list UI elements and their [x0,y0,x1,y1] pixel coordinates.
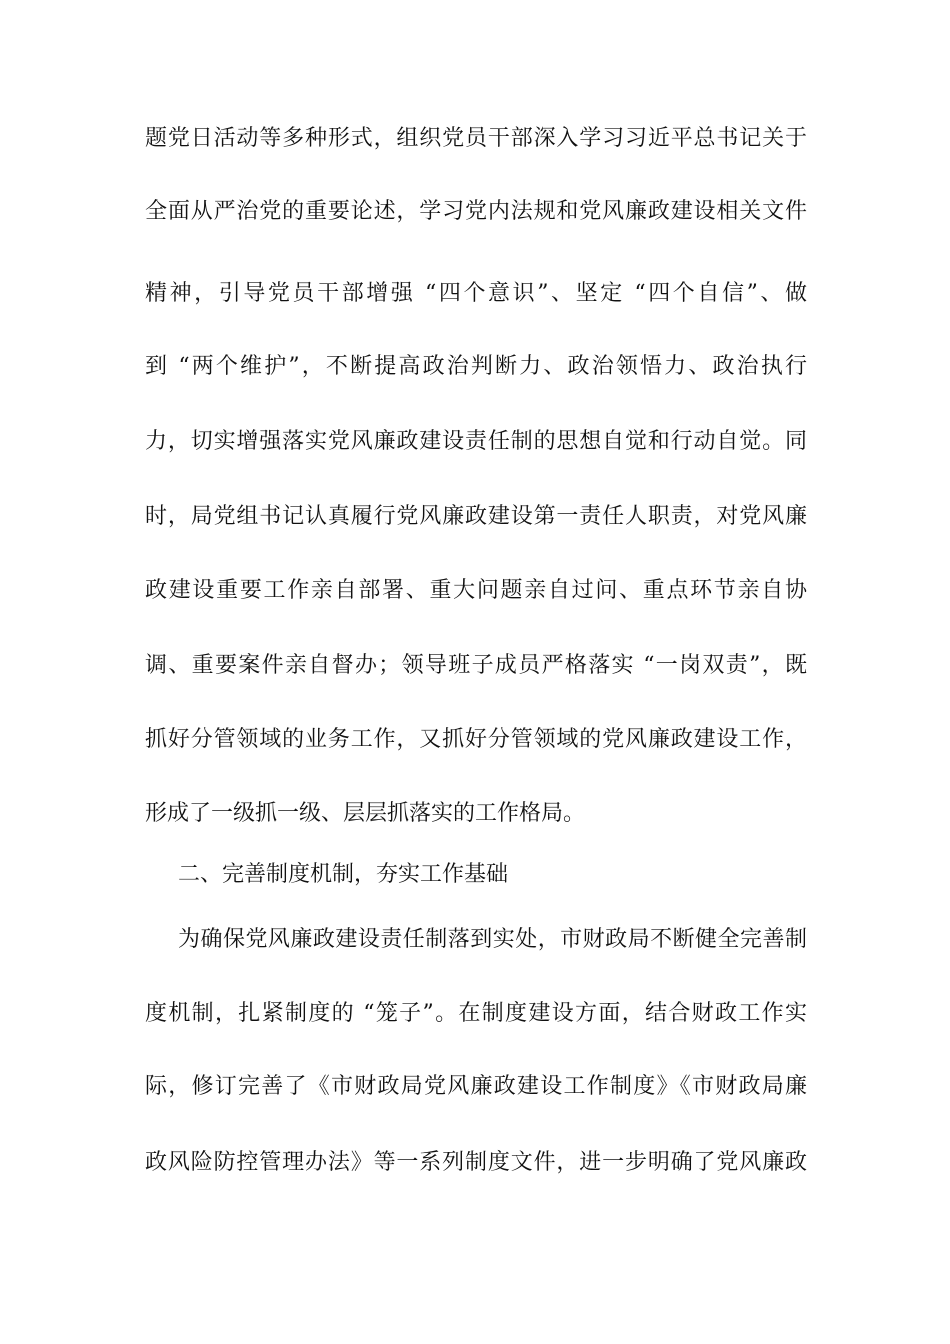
text-line: 抓好分管领域的业务工作，又抓好分管领域的党风廉政建设工作， [145,727,807,752]
text-line: 全面从严治党的重要论述，学习党内法规和党风廉政建设相关文件 [145,199,807,224]
text-line: 调、重要案件亲自督办；领导班子成员严格落实 “一岗双责”，既 [145,653,807,678]
text-line: 政建设重要工作亲自部署、重大问题亲自过问、重点环节亲自协 [145,578,807,603]
text-line: 精神，引导党员干部增强 “四个意识”、坚定 “四个自信”、做 [145,281,807,306]
text-line: 到 “两个维护”，不断提高政治判断力、政治领悟力、政治执行 [145,354,807,379]
text-line: 时，局党组书记认真履行党风廉政建设第一责任人职责，对党风廉 [145,504,807,529]
text-line: 为确保党风廉政建设责任制落到实处，市财政局不断健全完善制 [178,927,807,952]
text-line: 度机制，扎紧制度的 “笼子”。在制度建设方面，结合财政工作实 [145,1001,807,1026]
text-line: 力，切实增强落实党风廉政建设责任制的思想自觉和行动自觉。同 [145,429,807,454]
section-heading: 二、完善制度机制，夯实工作基础 [178,862,509,887]
text-line: 形成了一级抓一级、层层抓落实的工作格局。 [145,801,586,826]
text-line: 政风险防控管理办法》等一系列制度文件，进一步明确了党风廉政 [145,1150,807,1175]
text-line: 际，修订完善了《市财政局党风廉政建设工作制度》《市财政局廉 [145,1074,807,1099]
text-line: 题党日活动等多种形式，组织党员干部深入学习习近平总书记关于 [145,126,807,151]
